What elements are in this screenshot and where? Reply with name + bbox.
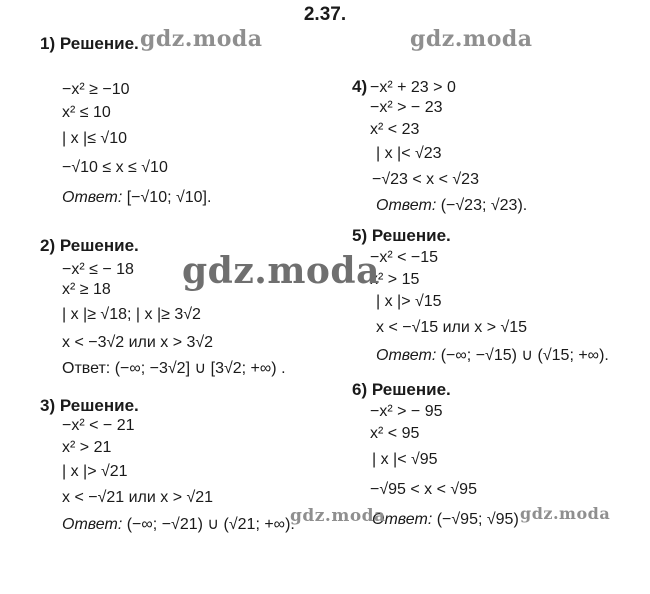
solution-line: −x² > − 23 bbox=[370, 99, 443, 116]
answer-line bbox=[376, 198, 527, 214]
answer-line bbox=[376, 348, 609, 364]
solution-line: −√23 < x < √23 bbox=[372, 171, 479, 188]
answer-value: [−√10; √10]. bbox=[126, 189, 212, 206]
problem-1-heading bbox=[40, 34, 139, 56]
solution-line: | x |≤ √10 bbox=[62, 130, 128, 147]
solution-line: −x² > − 95 bbox=[370, 403, 443, 420]
watermark: gdz.moda bbox=[410, 26, 533, 52]
solution-line: | x |< √23 bbox=[376, 145, 442, 162]
answer-label: Ответ: bbox=[62, 189, 123, 206]
solution-line: −x² + 23 > 0 bbox=[370, 79, 456, 96]
answer-label: Ответ: bbox=[376, 347, 437, 364]
solution-line: x² > 15 bbox=[370, 271, 420, 288]
answer-label: Ответ: bbox=[376, 197, 437, 214]
solution-line: x² < 95 bbox=[370, 425, 420, 442]
watermark: gdz.moda bbox=[140, 26, 263, 52]
answer-label: Ответ: bbox=[62, 360, 111, 377]
solution-line: x² < 23 bbox=[370, 121, 420, 138]
answer-label: Ответ: bbox=[372, 511, 433, 528]
solution-line: | x |> √15 bbox=[376, 293, 442, 310]
watermark: gdz.moda bbox=[290, 506, 386, 526]
problem-6-heading bbox=[352, 380, 451, 402]
problem-3 bbox=[40, 396, 295, 533]
answer-line bbox=[62, 361, 286, 377]
problem-2-heading bbox=[40, 236, 139, 258]
solution-line: −x² ≥ −10 bbox=[62, 81, 130, 98]
watermark: gdz.moda bbox=[520, 504, 611, 523]
solution-line: −√95 < x < √95 bbox=[370, 481, 477, 498]
problem-5 bbox=[352, 226, 609, 364]
solution-label: Решение. bbox=[59, 396, 139, 415]
problem-number: 2) bbox=[40, 236, 56, 255]
solution-label: Решение. bbox=[371, 226, 451, 245]
solution-line: x < −√21 или x > √21 bbox=[62, 489, 214, 506]
watermark: gdz.moda bbox=[182, 250, 380, 292]
problem-3-heading bbox=[40, 396, 139, 418]
page-title: 2.37. bbox=[303, 4, 347, 25]
solution-label: Решение. bbox=[59, 236, 139, 255]
problem-6 bbox=[352, 380, 519, 528]
answer-value: (−∞; −√21) ∪ (√21; +∞). bbox=[126, 516, 295, 533]
answer-value: (−√23; √23). bbox=[440, 197, 528, 214]
problem-number: 3) bbox=[40, 396, 56, 415]
answer-value: (−√95; √95) bbox=[436, 511, 519, 528]
solution-line: −x² ≤ − 18 bbox=[62, 261, 134, 278]
solution-line: x < −3√2 или x > 3√2 bbox=[62, 334, 214, 351]
answer-line bbox=[372, 512, 519, 528]
solution-label: Решение. bbox=[59, 34, 139, 53]
problem-5-heading bbox=[352, 226, 451, 248]
solution-line: −√10 ≤ x ≤ √10 bbox=[62, 159, 168, 176]
answer-label: Ответ: bbox=[62, 516, 123, 533]
problem-number: 5) bbox=[352, 226, 368, 245]
solution-line: x² ≤ 10 bbox=[62, 104, 111, 121]
problem-number: 4) bbox=[352, 77, 368, 96]
answer-value: (−∞; −3√2] ∪ [3√2; +∞) . bbox=[114, 360, 286, 377]
problem-number: 1) bbox=[40, 34, 56, 53]
solution-line: x < −√15 или x > √15 bbox=[376, 319, 528, 336]
solution-line: | x |> √21 bbox=[62, 463, 128, 480]
solution-line: | x |< √95 bbox=[372, 451, 438, 468]
solution-line: x² ≥ 18 bbox=[62, 281, 111, 298]
problem-number: 6) bbox=[352, 380, 368, 399]
solution-line: | x |≥ √18; | x |≥ 3√2 bbox=[62, 306, 201, 323]
answer-line bbox=[62, 190, 211, 206]
solution-line: x² > 21 bbox=[62, 439, 112, 456]
answer-value: (−∞; −√15) ∪ (√15; +∞). bbox=[440, 347, 609, 364]
solution-label: Решение. bbox=[371, 380, 451, 399]
problem-1 bbox=[40, 34, 212, 206]
solution-line: −x² < − 21 bbox=[62, 417, 135, 434]
solution-line: −x² < −15 bbox=[370, 249, 439, 266]
answer-line bbox=[62, 517, 295, 533]
